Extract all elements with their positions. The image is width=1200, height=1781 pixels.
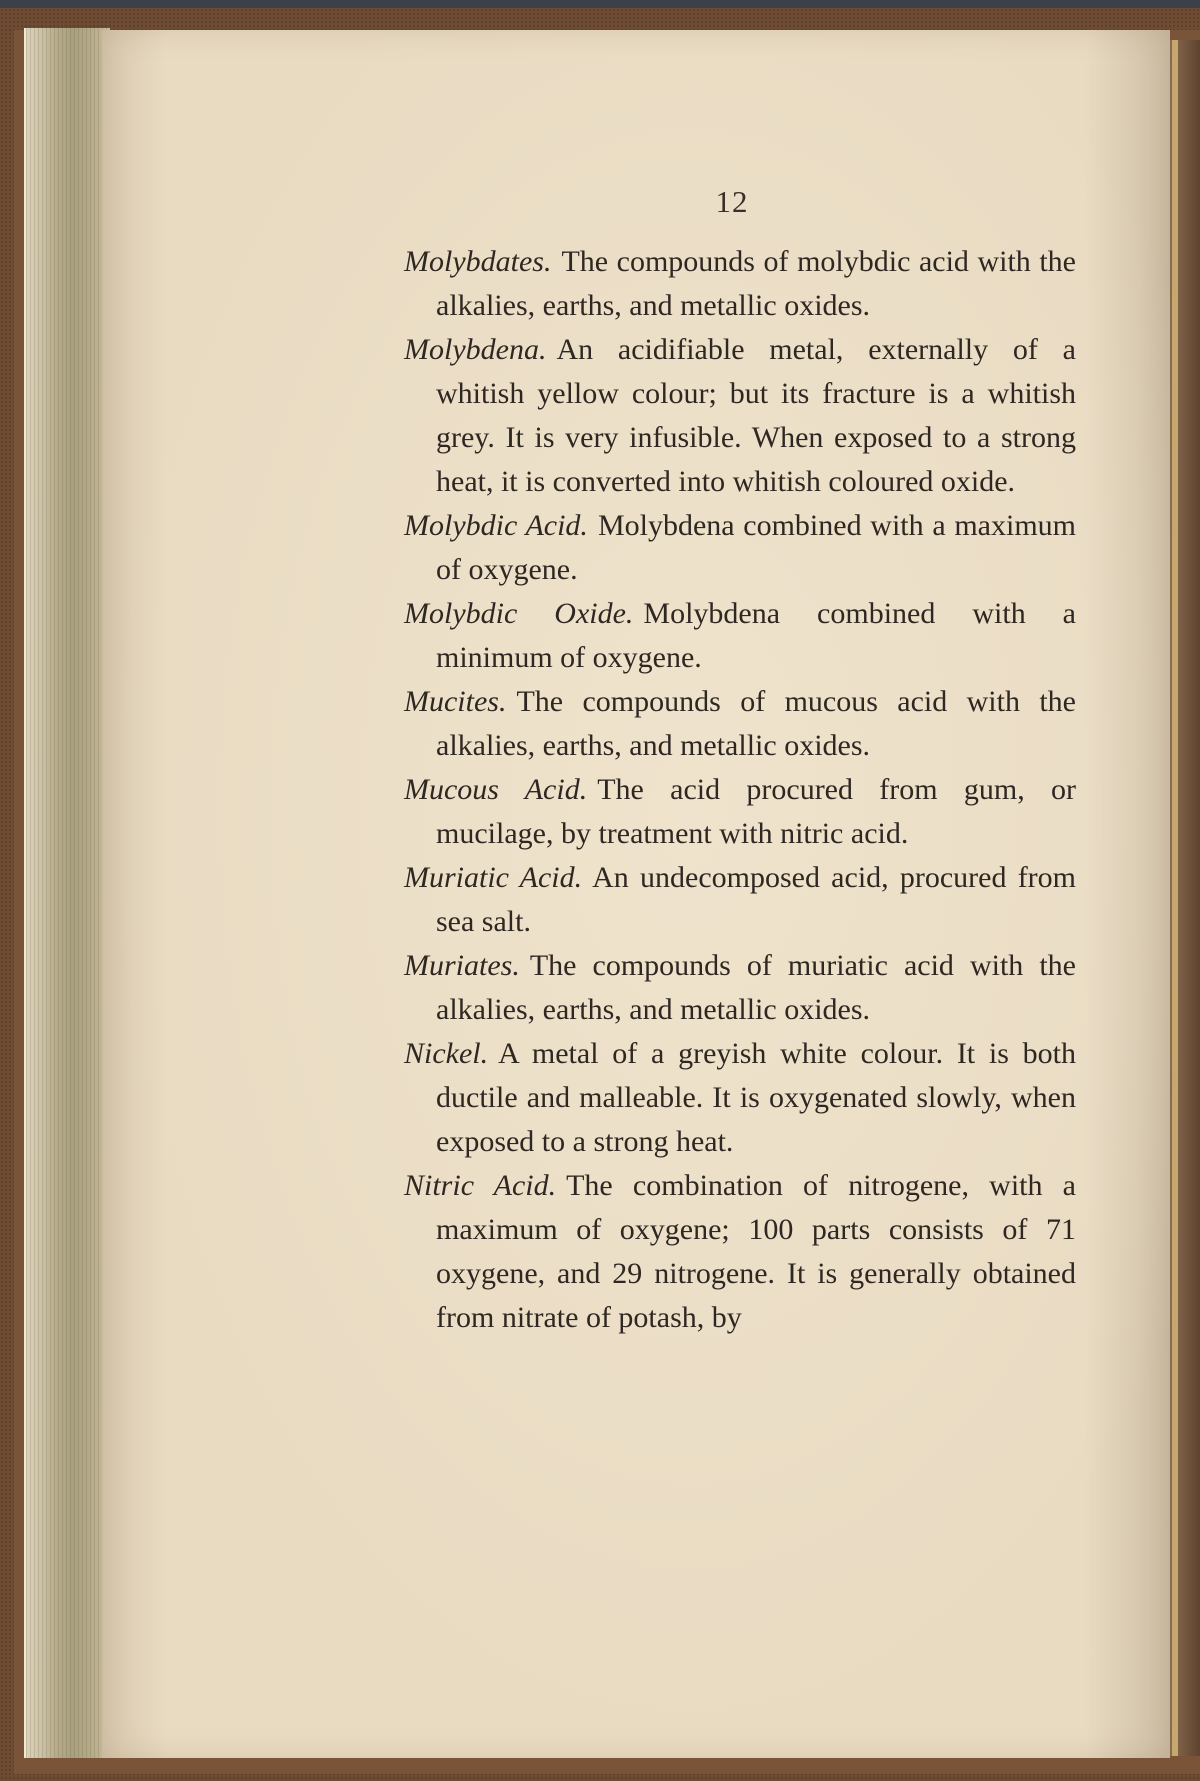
right-cover-edge (1170, 40, 1200, 1756)
entry-mucous-acid (404, 768, 1076, 856)
entry-term: Nickel. (404, 1037, 489, 1070)
entry-text: The compounds of mucous acid with the alkalies, earths, and metallic oxides. (436, 685, 1076, 762)
entry-text: An acidifiable metal, externally of a whitish yellow colour; but its fracture is a whitish grey. It is very infusible. When exposed to a strong heat, it is converted into whitish coloured oxide. (436, 333, 1076, 498)
entry-term: Mucous Acid. (404, 773, 588, 806)
entry-text: Molybdena combined with a minimum of oxygene. (436, 597, 1077, 674)
entry-molybdates (404, 240, 1076, 328)
entry-term: Nitric Acid. (404, 1169, 557, 1202)
page-stack-edge (24, 28, 110, 1758)
entry-term: Muriates. (404, 949, 520, 982)
entry-mucites (404, 680, 1076, 768)
entry-text: An undecomposed acid, procured from sea salt. (436, 861, 1077, 938)
entry-term: Molybdena. (404, 333, 547, 366)
page-stack-lines (26, 28, 110, 1758)
entry-text: Molybdena combined with a maximum of oxygene. (436, 509, 1076, 586)
entry-molybdena (404, 328, 1076, 504)
entry-text: The compounds of muriatic acid with the alkalies, earths, and metallic oxides. (436, 949, 1076, 1026)
entry-molybdic-acid (404, 504, 1076, 592)
entry-muriatic-acid (404, 856, 1076, 944)
entry-term: Mucites. (404, 685, 507, 718)
entry-text: The combination of nitrogene, with a maximum of oxygene; 100 parts consists of 71 oxygene, and 29 nitrogene. It is generally obtained from nitrate of potash, by (436, 1169, 1076, 1334)
entry-molybdic-oxide (404, 592, 1076, 680)
entry-text: The compounds of molybdic acid with the alkalies, earths, and metallic oxides. (436, 245, 1076, 322)
entry-term: Muriatic Acid. (404, 861, 583, 894)
page-number: 12 (715, 184, 749, 219)
glossary-entries (404, 240, 1076, 1340)
entry-nitric-acid (404, 1164, 1076, 1340)
entry-nickel (404, 1032, 1076, 1164)
entry-text: The acid procured from gum, or mucilage, by treatment with nitric acid. (436, 773, 1076, 850)
right-cover-strip (1172, 40, 1178, 1756)
entry-term: Molybdic Oxide. (404, 597, 634, 630)
entry-term: Molybdates. (404, 245, 552, 278)
entry-term: Molybdic Acid. (404, 509, 588, 542)
entry-muriates (404, 944, 1076, 1032)
entry-text: A metal of a greyish white colour. It is both ductile and malleable. It is oxygenated slowly, when exposed to a strong heat. (436, 1037, 1076, 1158)
